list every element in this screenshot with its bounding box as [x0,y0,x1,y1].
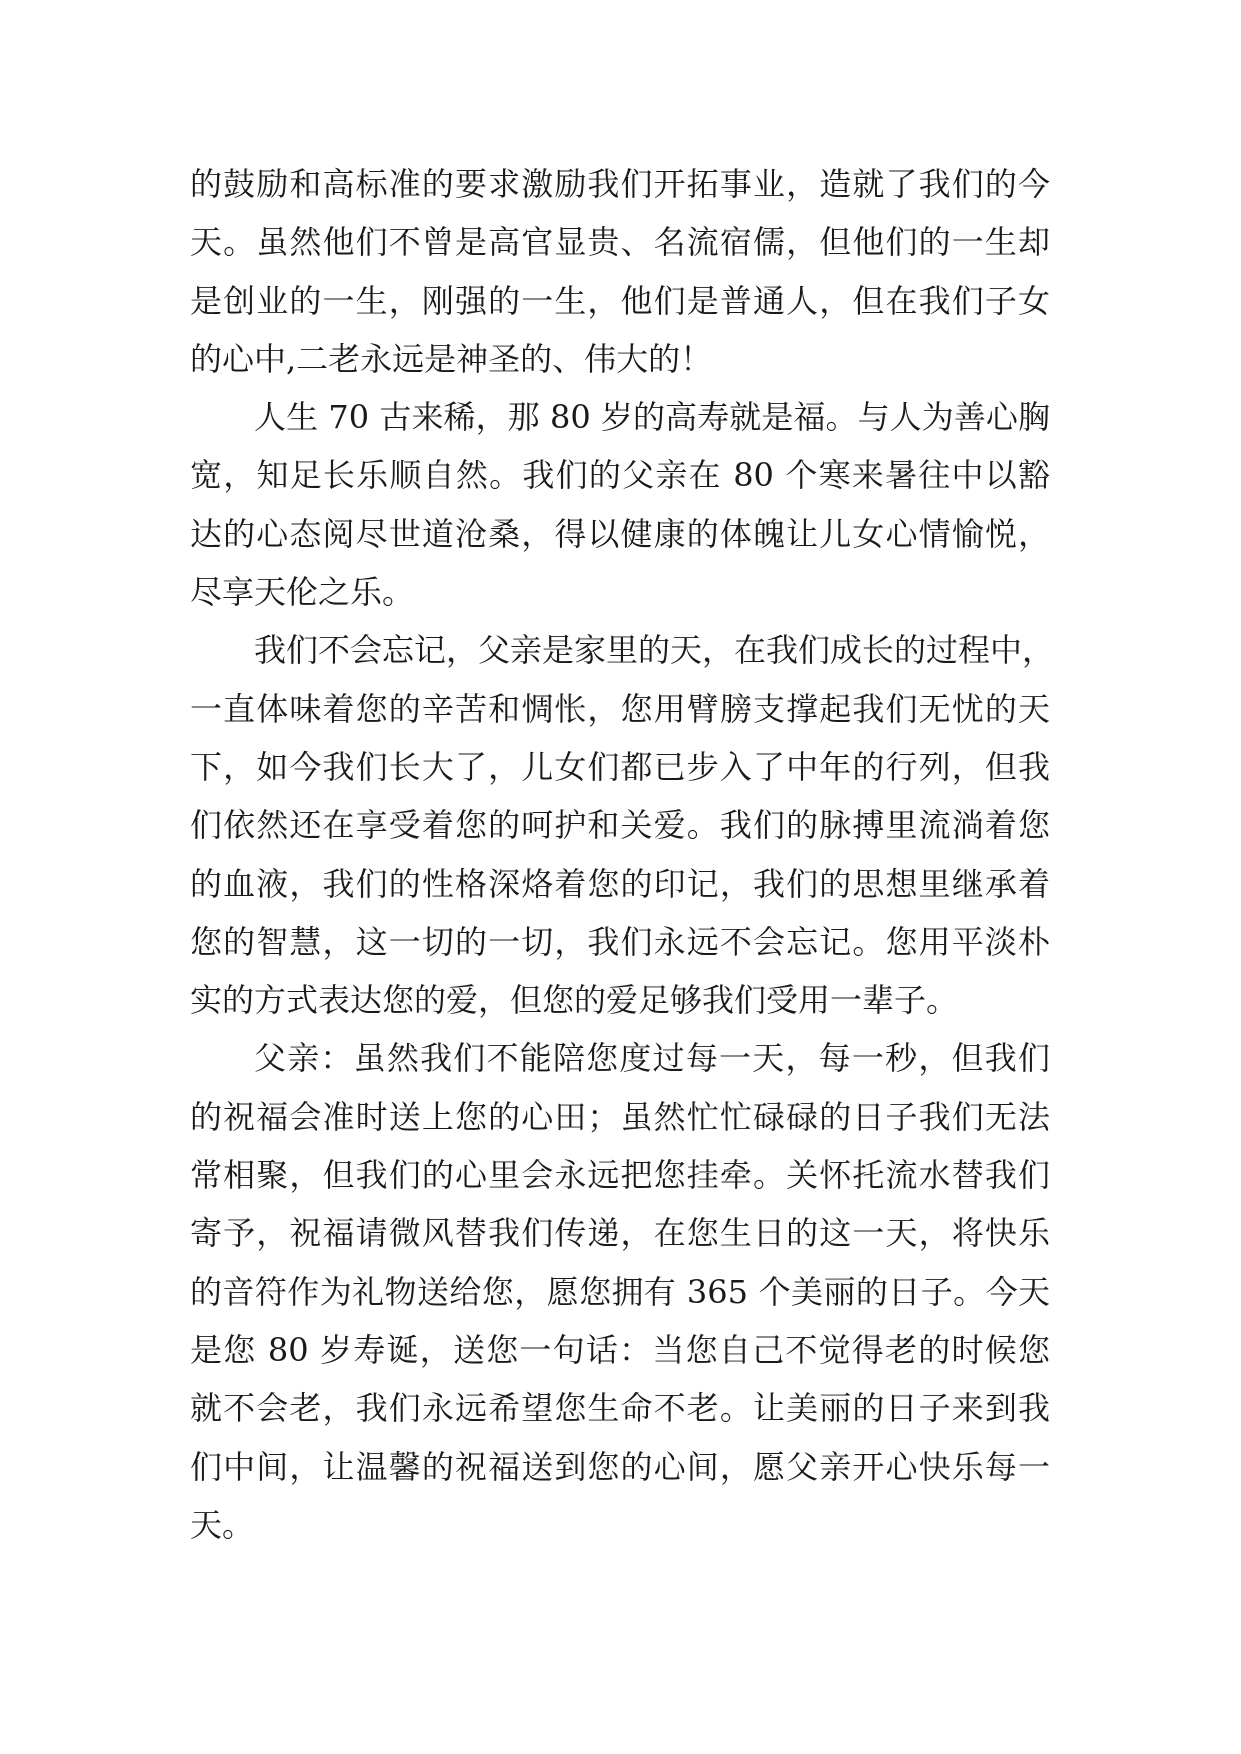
text-line: 下，如今我们长大了，儿女们都已步入了中年的行列，但我 [190,747,1050,786]
text-line: 您的智慧，这一切的一切，我们永远不会忘记。您用平淡朴 [190,922,1050,961]
text-line: 的音符作为礼物送给您，愿您拥有 365 个美丽的日子。今天 [190,1272,1050,1311]
text-line: 达的心态阅尽世道沧桑，得以健康的体魄让儿女心情愉悦， [190,514,1050,553]
paragraph-first-line: 父亲：虽然我们不能陪您度过每一天，每一秒，但我们 [254,1039,1050,1078]
text-line: 实的方式表达您的爱，但您的爱足够我们受用一辈子。 [190,981,959,1020]
text-line: 的鼓励和高标准的要求激励我们开拓事业，造就了我们的今 [190,165,1050,203]
paragraph-first-line: 我们不会忘记，父亲是家里的天，在我们成长的过程中， [254,631,1055,670]
text-line: 常相聚，但我们的心里会永远把您挂牵。关怀托流水替我们 [190,1156,1050,1195]
document-body [190,155,1055,1554]
text-line: 是创业的一生，刚强的一生，他们是普通人，但在我们子女 [190,281,1050,320]
paragraph-first-line: 人生 70 古来稀，那 80 岁的高寿就是福。与人为善心胸 [254,398,1050,437]
text-line: 们依然还在享受着您的呵护和关爱。我们的脉搏里流淌着您 [190,806,1050,845]
text-line: 天。 [190,1505,255,1544]
text-line: 们中间，让温馨的祝福送到您的心间，愿父亲开心快乐每一 [190,1447,1050,1486]
text-line: 是您 80 岁寿诞，送您一句话：当您自己不觉得老的时候您 [190,1330,1050,1369]
text-line: 宽，知足长乐顺自然。我们的父亲在 80 个寒来暑往中以豁 [190,456,1050,495]
text-line: 天。虽然他们不曾是高官显贵、名流宿儒，但他们的一生却 [190,223,1050,262]
text-line: 寄予，祝福请微风替我们传递，在您生日的这一天，将快乐 [190,1214,1050,1253]
text-line: 的血液，我们的性格深烙着您的印记，我们的思想里继承着 [190,864,1050,903]
text-line: 的祝福会准时送上您的心田；虽然忙忙碌碌的日子我们无法 [190,1097,1050,1136]
text-line: 一直体味着您的辛苦和惆怅，您用臂膀支撑起我们无忧的天 [190,689,1050,728]
text-line: 就不会老，我们永远希望您生命不老。让美丽的日子来到我 [190,1389,1050,1428]
text-line: 的心中,二老永远是神圣的、伟大的！ [190,339,713,378]
text-line: 尽享天伦之乐。 [190,573,415,612]
